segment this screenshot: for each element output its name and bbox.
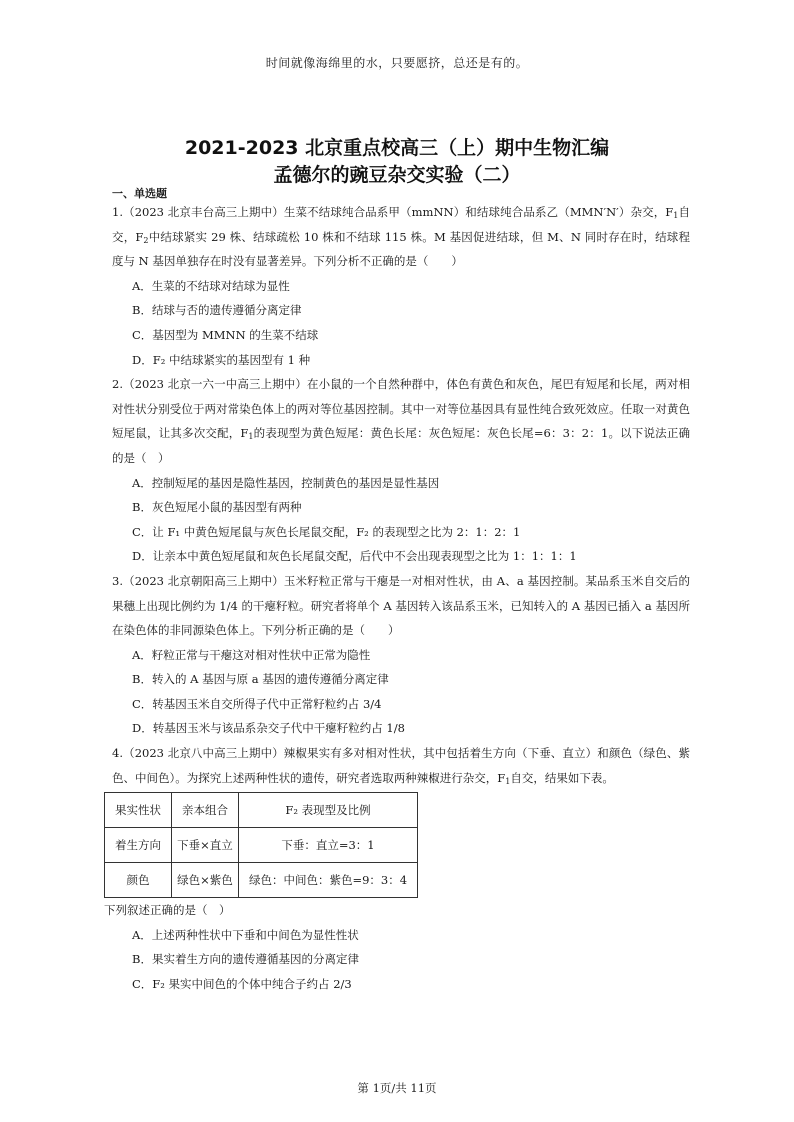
page-number: 第 1页/共 11页 bbox=[357, 1081, 437, 1095]
section-heading: 一、单选题 bbox=[112, 187, 167, 200]
question-2 bbox=[112, 372, 690, 569]
table-row bbox=[105, 828, 418, 863]
option-a: A．控制短尾的基因是隐性基因，控制黄色的基因是显性基因 bbox=[132, 475, 440, 490]
option-a: A．籽粒正常与干瘪这对相对性状中正常为隐性 bbox=[132, 647, 371, 662]
table-cell: 绿色×紫色 bbox=[172, 863, 239, 898]
page-title: 2021-2023 北京重点校高三（上）期中生物汇编 bbox=[184, 137, 610, 159]
option-b: B．果实着生方向的遗传遵循基因的分离定律 bbox=[132, 952, 359, 967]
table-cell: 绿色：中间色：紫色=9：3：4 bbox=[239, 863, 418, 898]
question-stem: 2.（2023 北京一六一中高三上期中）在小鼠的一个自然种群中，体色有黄色和灰色，尾巴有短尾和长尾，两对相对性状分别受位于两对常染色体上的两对等位基因控制。其中一对等位基因具有显性纯合致死效应。任取一对黄色短尾鼠，让其多次交配，$F_1$的表现型为黄色短尾：黄色长尾：灰色短尾：灰色长尾=6：3：2：1。以下说法正确的是（ ） bbox=[112, 377, 690, 465]
question-3 bbox=[112, 569, 690, 741]
option-d: D．让亲本中黄色短尾鼠和灰色长尾鼠交配，后代中不会出现表现型之比为 1：1：1：1 bbox=[132, 549, 577, 564]
option-d: D．转基因玉米与该品系杂交子代中干瘪籽粒约占 1/8 bbox=[132, 721, 405, 736]
question-4 bbox=[104, 741, 690, 997]
option-c: C．F₂ 果实中间色的个体中纯合子约占 2/3 bbox=[132, 977, 352, 992]
option-b: B．转入的 A 基因与原 a 基因的遗传遵循分离定律 bbox=[132, 672, 389, 687]
results-table bbox=[104, 792, 418, 898]
option-a: A．上述两种性状中下垂和中间色为显性性状 bbox=[132, 927, 359, 942]
question-stem: 3.（2023 北京朝阳高三上期中）玉米籽粒正常与干瘪是一对相对性状，由 A、a 基因控制。某品系玉米自交后的果穗上出现比例约为 1/4 的干瘪籽粒。研究者将单个 A 基因转入该品系玉米，已知转入的 A 基因已插入 a 基因所在染色体的非同源染色体上。下列分析正确的是（ ） bbox=[112, 573, 690, 638]
option-c: C．基因型为 MMNN 的生菜不结球 bbox=[132, 327, 319, 342]
table-header-cell: 果实性状 bbox=[105, 793, 172, 828]
table-cell: 颜色 bbox=[105, 863, 172, 898]
option-c: C．让 F₁ 中黄色短尾鼠与灰色长尾鼠交配，F₂ 的表现型之比为 2：1：2：1 bbox=[132, 524, 521, 539]
table-cell: 着生方向 bbox=[105, 828, 172, 863]
table-cell: 下垂×直立 bbox=[172, 828, 239, 863]
option-c: C．转基因玉米自交所得子代中正常籽粒约占 3/4 bbox=[132, 696, 382, 711]
option-a: A．生菜的不结球对结球为显性 bbox=[132, 278, 290, 293]
option-b: B．结球与否的遗传遵循分离定律 bbox=[132, 303, 302, 318]
option-d: D．F₂ 中结球紧实的基因型有 1 种 bbox=[132, 352, 311, 367]
table-header-cell: F₂ 表现型及比例 bbox=[239, 793, 418, 828]
question-stem: 1.（2023 北京丰台高三上期中）生菜不结球纯合品系甲（mmNN）和结球纯合品系乙（MMN′N′）杂交，$F_1$自交，$F_2$中结球紧实 29 株、结球疏松 10 株和不结球 115 株。M 基因促进结球，但 M、N 同时存在时，结球程度与 N 基因单独存在时没有显著差异。下列分析不正确的是（ ） bbox=[112, 205, 691, 269]
table-header-row bbox=[105, 793, 418, 828]
option-b: B．灰色短尾小鼠的基因型有两种 bbox=[132, 500, 302, 515]
question-prompt: 下列叙述正确的是（ ） bbox=[104, 903, 231, 918]
question-list bbox=[104, 200, 691, 997]
table-cell: 下垂：直立=3：1 bbox=[239, 828, 418, 863]
question-stem: 4.（2023 北京八中高三上期中）辣椒果实有多对相对性状，其中包括着生方向（下垂、直立）和颜色（绿色、紫色、中间色）。为探究上述两种性状的遗传，研究者选取两种辣椒进行杂交，$F_1$自交，结果如下表。 bbox=[112, 746, 690, 786]
page-header: 时间就像海绵里的水，只要愿挤，总还是有的。 bbox=[265, 56, 529, 70]
table-row bbox=[105, 863, 418, 898]
page-subtitle: 孟德尔的豌豆杂交实验（二） bbox=[273, 164, 521, 186]
table-header-cell: 亲本组合 bbox=[172, 793, 239, 828]
question-1 bbox=[112, 200, 690, 372]
